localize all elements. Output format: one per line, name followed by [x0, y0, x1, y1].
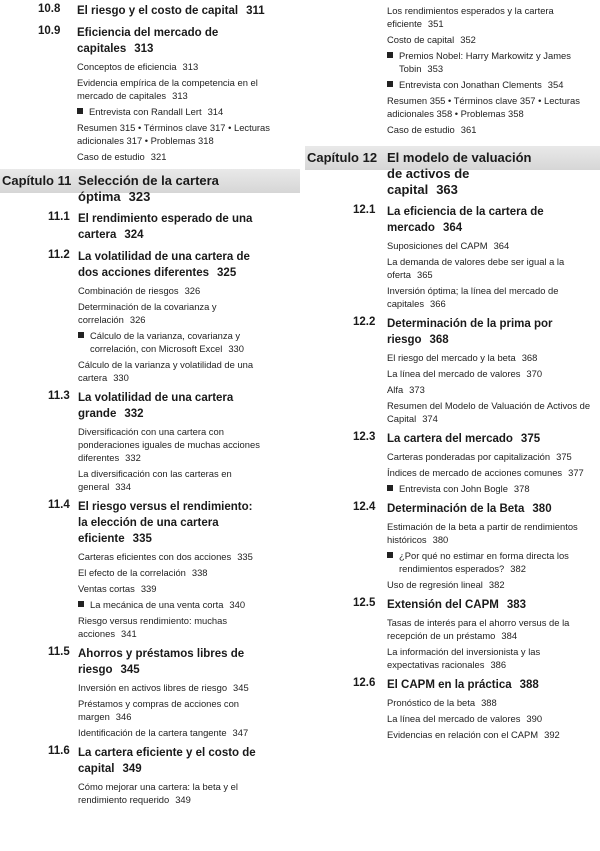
section-title[interactable] — [78, 249, 264, 281]
toc-entry[interactable] — [387, 255, 592, 281]
chapter-label: Capítulo 11 — [2, 173, 72, 188]
entry-text: Pronóstico de la beta — [387, 697, 476, 708]
boxed-entry[interactable] — [399, 49, 592, 75]
page-number: 366 — [430, 298, 446, 309]
boxed-entry[interactable] — [399, 78, 592, 91]
toc-section — [0, 211, 300, 243]
boxed-entry[interactable] — [90, 598, 264, 611]
entry-text: Tasas de interés para el ahorro versus de la recepción de un préstamo — [387, 617, 570, 641]
page-number: 323 — [128, 189, 151, 204]
page-number: 373 — [409, 384, 425, 395]
toc-entry[interactable] — [387, 33, 592, 46]
toc-entry[interactable] — [387, 399, 592, 425]
page-number: 364 — [442, 222, 463, 234]
section-title[interactable] — [78, 390, 264, 422]
section-title-text: La cartera del mercado — [387, 433, 513, 445]
page-number: 363 — [436, 182, 458, 197]
page-number: 345 — [120, 664, 140, 676]
section-title-text: Ahorros y préstamos libres de riesgo — [78, 648, 245, 676]
section-number: 11.5 — [48, 646, 70, 658]
section-number: 11.1 — [48, 211, 70, 223]
page-number: 384 — [501, 630, 518, 641]
page-number: 332 — [124, 408, 144, 420]
section-entries — [305, 616, 600, 671]
page-number: 380 — [532, 503, 552, 515]
page-number: 334 — [115, 481, 131, 492]
section-title[interactable] — [78, 499, 264, 547]
section-entries — [305, 520, 600, 591]
bullet-square-icon — [387, 552, 393, 558]
entry-text: Riesgo versus rendimiento: muchas acciones — [78, 615, 228, 639]
section-title[interactable] — [78, 646, 264, 678]
section-entries — [0, 780, 300, 806]
page-number: 388 — [519, 679, 539, 691]
section-title-text: La eficiencia de la cartera de mercado — [387, 206, 544, 234]
toc-entry[interactable] — [78, 681, 264, 694]
toc-entry[interactable] — [78, 582, 264, 595]
toc-entry[interactable] — [387, 367, 592, 380]
section-title-text: El riesgo y el costo de capital — [77, 5, 239, 17]
section-title-text: El CAPM en la práctica — [387, 679, 512, 691]
section-title[interactable] — [387, 431, 592, 447]
toc-right-column — [305, 0, 600, 747]
section-number: 12.4 — [353, 501, 376, 513]
toc-entry[interactable] — [387, 284, 592, 310]
page-number: 340 — [229, 599, 246, 610]
boxed-entry[interactable] — [399, 482, 592, 495]
section-title[interactable] — [77, 25, 277, 57]
section-title[interactable] — [387, 597, 592, 613]
page-number: 386 — [490, 659, 507, 670]
section-title-text: Eficiencia del mercado de capitales — [77, 27, 219, 55]
section-title[interactable] — [387, 204, 592, 236]
bullet-square-icon — [387, 52, 393, 58]
chapter-title-text: Selección de la cartera óptima — [78, 173, 219, 204]
page-number: 382 — [488, 579, 505, 590]
page-number: 378 — [513, 483, 530, 494]
section-title-text: La volatilidad de una cartera grande — [78, 392, 234, 420]
chapter-heading — [305, 150, 600, 198]
toc-entry[interactable] — [387, 466, 592, 479]
page-number: 375 — [520, 433, 541, 445]
page-number: 349 — [122, 763, 142, 775]
bullet-square-icon — [78, 332, 84, 338]
page-number: 368 — [429, 334, 449, 346]
entry-text: Alfa — [387, 384, 404, 395]
chapter-title-text: El modelo de valuación de activos de capital — [387, 150, 532, 197]
toc-entry[interactable] — [387, 728, 592, 741]
page-number: 361 — [460, 124, 477, 135]
page-number: 335 — [132, 533, 152, 545]
section-title[interactable] — [78, 211, 264, 243]
toc-entry[interactable] — [78, 697, 264, 723]
section-number: 10.9 — [38, 25, 61, 37]
toc-entry[interactable] — [78, 467, 264, 493]
section-number: 12.1 — [353, 204, 376, 216]
section-title-text: Determinación de la Beta — [387, 503, 525, 515]
toc-entry[interactable] — [387, 4, 592, 30]
page-number: 364 — [493, 240, 510, 251]
continued-entries — [305, 4, 600, 136]
page-number: 365 — [416, 269, 433, 280]
page-number: 347 — [232, 727, 249, 738]
entry-text: Estimación de la beta a partir de rendimientos históricos — [387, 521, 578, 545]
toc-section — [305, 677, 600, 741]
entry-text: Índices de mercado de acciones comunes — [387, 467, 563, 478]
toc-entry[interactable] — [387, 712, 592, 725]
toc-entry[interactable] — [78, 614, 264, 640]
page-number: 353 — [427, 63, 444, 74]
bullet-square-icon — [387, 81, 393, 87]
section-title-text: El riesgo versus el rendimiento: la elección de una cartera eficiente — [78, 501, 253, 545]
section-number: 12.5 — [353, 597, 376, 609]
toc-section — [0, 25, 300, 163]
entry-text: Evidencias en relación con el CAPM — [387, 729, 539, 740]
section-entries — [305, 351, 600, 425]
entry-text: Caso de estudio — [77, 151, 145, 162]
section-title[interactable] — [78, 745, 264, 777]
toc-entry[interactable] — [78, 300, 264, 326]
toc-entry[interactable] — [77, 150, 277, 163]
page-number: 313 — [172, 90, 188, 101]
entry-text: La línea del mercado de valores — [387, 713, 521, 724]
entry-text: Entrevista con Randall Lert — [89, 106, 202, 117]
section-entries — [305, 696, 600, 741]
toc-entry[interactable] — [387, 351, 592, 364]
page-number: 325 — [217, 267, 237, 279]
toc-section — [305, 501, 600, 591]
entry-text: Inversión en activos libres de riesgo — [78, 682, 228, 693]
page-number: 377 — [568, 467, 584, 478]
toc-section — [0, 745, 300, 806]
entry-text: Carteras ponderadas por capitalización — [387, 451, 551, 462]
section-entries — [0, 550, 300, 640]
toc-section — [305, 204, 600, 310]
section-title[interactable] — [387, 316, 592, 348]
page-number: 351 — [427, 18, 444, 29]
page-number: 390 — [526, 713, 543, 724]
page-number: 326 — [129, 314, 146, 325]
toc-entry[interactable] — [78, 358, 264, 384]
page-number: 352 — [460, 34, 476, 45]
section-number: 11.4 — [48, 499, 70, 511]
section-entries — [0, 60, 300, 163]
page-number: 330 — [228, 343, 244, 354]
entry-text: Caso de estudio — [387, 124, 455, 135]
section-title[interactable] — [77, 3, 277, 19]
toc-entry[interactable] — [387, 450, 592, 463]
entry-text: Cómo mejorar una cartera: la beta y el rendimiento requerido — [78, 781, 238, 805]
page-number: 374 — [422, 413, 438, 424]
section-entries — [305, 450, 600, 495]
page-number: 392 — [544, 729, 560, 740]
chapter-label: Capítulo 12 — [307, 150, 378, 165]
section-title-text: Determinación de la prima por riesgo — [387, 318, 553, 346]
page-number: 326 — [184, 285, 201, 296]
toc-section — [0, 249, 300, 384]
entry-text: Ventas cortas — [78, 583, 135, 594]
bullet-square-icon — [77, 108, 83, 114]
page-number: 332 — [125, 452, 141, 463]
toc-section — [0, 646, 300, 739]
boxed-entry[interactable] — [90, 329, 264, 355]
page-number: 335 — [237, 551, 253, 562]
section-number: 11.2 — [48, 249, 70, 261]
boxed-entry[interactable] — [399, 549, 592, 575]
section-number: 12.2 — [353, 316, 376, 328]
entry-text: Inversión óptima; la línea del mercado de capitales — [387, 285, 559, 309]
page-number: 345 — [233, 682, 249, 693]
toc-entry[interactable] — [387, 645, 592, 671]
section-number: 11.6 — [48, 745, 70, 757]
toc-entry[interactable] — [387, 696, 592, 709]
entry-text: Resumen del Modelo de Valuación de Activos de Capital — [387, 400, 591, 424]
chapter-heading — [0, 173, 300, 205]
section-number: 10.8 — [38, 3, 61, 15]
section-title-text: Extensión del CAPM — [387, 599, 499, 611]
section-title[interactable] — [387, 501, 592, 517]
page-number: 349 — [175, 794, 191, 805]
toc-left-column — [0, 0, 300, 812]
toc-entry[interactable] — [77, 60, 277, 73]
entry-text: Préstamos y compras de acciones con margen — [78, 698, 240, 722]
toc-section — [0, 390, 300, 493]
toc-entry[interactable] — [387, 383, 592, 396]
section-title-text: La volatilidad de una cartera de dos acciones diferentes — [78, 251, 250, 279]
toc-entry[interactable] — [77, 76, 277, 102]
page-number: 338 — [191, 567, 208, 578]
toc-entry[interactable] — [387, 578, 592, 591]
toc-entry[interactable] — [387, 239, 592, 252]
page-number: 380 — [432, 534, 449, 545]
entry-text: ¿Por qué no estimar en forma directa los rendimientos esperados? — [399, 550, 569, 574]
page-number: 341 — [121, 628, 137, 639]
page-number: 370 — [526, 368, 543, 379]
toc-section — [0, 499, 300, 640]
page-number: 321 — [150, 151, 167, 162]
entry-text: La línea del mercado de valores — [387, 368, 521, 379]
entry-text: Resumen 355 • Términos clave 357 • Lecturas adicionales 358 • Problemas 358 — [387, 95, 580, 119]
toc-entry[interactable] — [78, 726, 264, 739]
page-number: 382 — [510, 563, 526, 574]
toc-entry[interactable] — [77, 121, 277, 147]
page-number: 383 — [506, 599, 527, 611]
toc-entry[interactable] — [78, 780, 264, 806]
page-number: 388 — [481, 697, 497, 708]
page-number: 311 — [246, 5, 265, 17]
section-number: 12.3 — [353, 431, 376, 443]
entry-text: Entrevista con Jonathan Clements — [399, 79, 542, 90]
toc-section — [305, 597, 600, 671]
entry-text: La diversificación con las carteras en general — [78, 468, 232, 492]
section-title-text: El rendimiento esperado de una cartera — [78, 213, 253, 241]
page-number: 354 — [547, 79, 564, 90]
entry-text: Los rendimientos esperados y la cartera eficiente — [387, 5, 554, 29]
entry-text: Cálculo de la varianza, covarianza y correlación, con Microsoft Excel — [90, 330, 241, 354]
toc-entry[interactable] — [387, 616, 592, 642]
section-title-text: La cartera eficiente y el costo de capital — [78, 747, 256, 775]
section-entries — [0, 425, 300, 493]
toc-section — [305, 431, 600, 495]
entry-text: La información del inversionista y las expectativas racionales — [387, 646, 541, 670]
entry-text: El efecto de la correlación — [78, 567, 186, 578]
entry-text: Conceptos de eficiencia — [77, 61, 177, 72]
toc-section — [305, 316, 600, 425]
page-number: 375 — [556, 451, 572, 462]
page-number: 330 — [113, 372, 129, 383]
toc-entry[interactable] — [78, 425, 264, 464]
entry-text: Evidencia empírica de la competencia en el mercado de capitales — [77, 77, 258, 101]
chapter-title[interactable] — [387, 150, 537, 198]
section-entries — [0, 681, 300, 739]
section-entries — [0, 284, 300, 384]
toc-entry[interactable] — [387, 123, 592, 136]
entry-text: Combinación de riesgos — [78, 285, 179, 296]
entry-text: Cálculo de la varianza y volatilidad de una cartera — [78, 359, 254, 383]
toc-entry[interactable] — [78, 566, 264, 579]
entry-text: Identificación de la cartera tangente — [78, 727, 227, 738]
toc-entry[interactable] — [387, 94, 592, 120]
entry-text: Entrevista con John Bogle — [399, 483, 508, 494]
entry-text: Diversificación con una cartera con ponderaciones iguales de muchas acciones diferentes — [78, 426, 260, 463]
chapter-title[interactable] — [78, 173, 228, 205]
section-number: 12.6 — [353, 677, 376, 689]
entry-text: La demanda de valores debe ser igual a la oferta — [387, 256, 565, 280]
toc-section — [0, 3, 300, 19]
entry-text: Premios Nobel: Harry Markowitz y James Tobin — [399, 50, 571, 74]
entry-text: Determinación de la covarianza y correlación — [78, 301, 217, 325]
entry-text: Costo de capital — [387, 34, 455, 45]
section-title[interactable] — [387, 677, 592, 693]
entry-text: La mecánica de una venta corta — [90, 599, 224, 610]
page-number: 313 — [134, 43, 154, 55]
toc-entry[interactable] — [78, 550, 264, 563]
section-number: 11.3 — [48, 390, 70, 402]
page-number: 339 — [140, 583, 157, 594]
page-number: 324 — [124, 229, 144, 241]
page-number: 368 — [521, 352, 538, 363]
page-number: 346 — [115, 711, 132, 722]
entry-text: El riesgo del mercado y la beta — [387, 352, 516, 363]
entry-text: Carteras eficientes con dos acciones — [78, 551, 232, 562]
section-entries — [305, 239, 600, 310]
toc-entry[interactable] — [78, 284, 264, 297]
boxed-entry[interactable] — [89, 105, 277, 118]
page-number: 313 — [182, 61, 199, 72]
toc-entry[interactable] — [387, 520, 592, 546]
entry-text: Uso de regresión lineal — [387, 579, 483, 590]
page-number: 314 — [207, 106, 224, 117]
bullet-square-icon — [387, 485, 393, 491]
entry-text: Suposiciones del CAPM — [387, 240, 488, 251]
bullet-square-icon — [78, 601, 84, 607]
entry-text: Resumen 315 • Términos clave 317 • Lecturas adicionales 317 • Problemas 318 — [77, 122, 270, 146]
